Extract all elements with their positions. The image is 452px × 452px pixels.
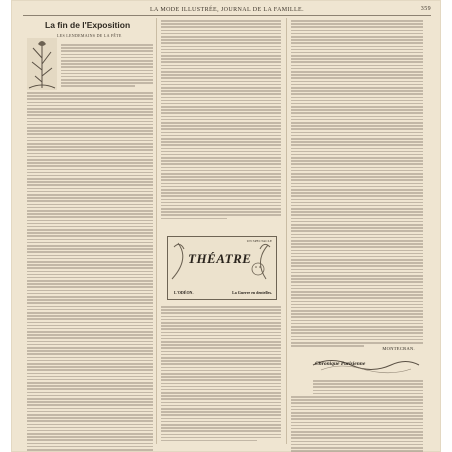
article-text: [61, 44, 153, 89]
running-title: LA MODE ILLUSTRÉE, JOURNAL DE LA FAMILLE.: [149, 7, 305, 13]
theatre-corner-label: UN SPECTACLE: [246, 239, 272, 243]
article-subtitle: LES LENDEMAINS DE LA FÊTE: [57, 33, 122, 38]
column-rule: [156, 18, 157, 444]
theatre-subheading: [174, 290, 272, 295]
running-header: [23, 5, 431, 16]
article-text: [161, 306, 281, 443]
column-middle: [161, 18, 281, 444]
column-right: [291, 18, 423, 444]
article-text: [313, 380, 423, 396]
column-rule: [286, 18, 287, 444]
column-left: [27, 18, 153, 444]
page-number: 359: [420, 6, 431, 12]
theatre-venue: L'ODÉON.: [174, 290, 194, 295]
theatre-play-title: La Guerre en dentelles.: [232, 290, 272, 295]
article-text: [161, 20, 281, 221]
article-text: [291, 396, 423, 452]
article-text: [27, 92, 153, 452]
article-text: [291, 20, 423, 348]
theatre-heading: THÉATRE: [188, 251, 252, 266]
newspaper-page: [11, 0, 441, 452]
decorative-plant-illustration-icon: [27, 38, 57, 90]
theatre-section-banner: [167, 236, 277, 300]
author-signature: MONTECRAN.: [382, 346, 415, 351]
article-title: La fin de l'Exposition: [45, 20, 131, 30]
chronique-heading: Chronique Parisienne: [315, 361, 366, 367]
